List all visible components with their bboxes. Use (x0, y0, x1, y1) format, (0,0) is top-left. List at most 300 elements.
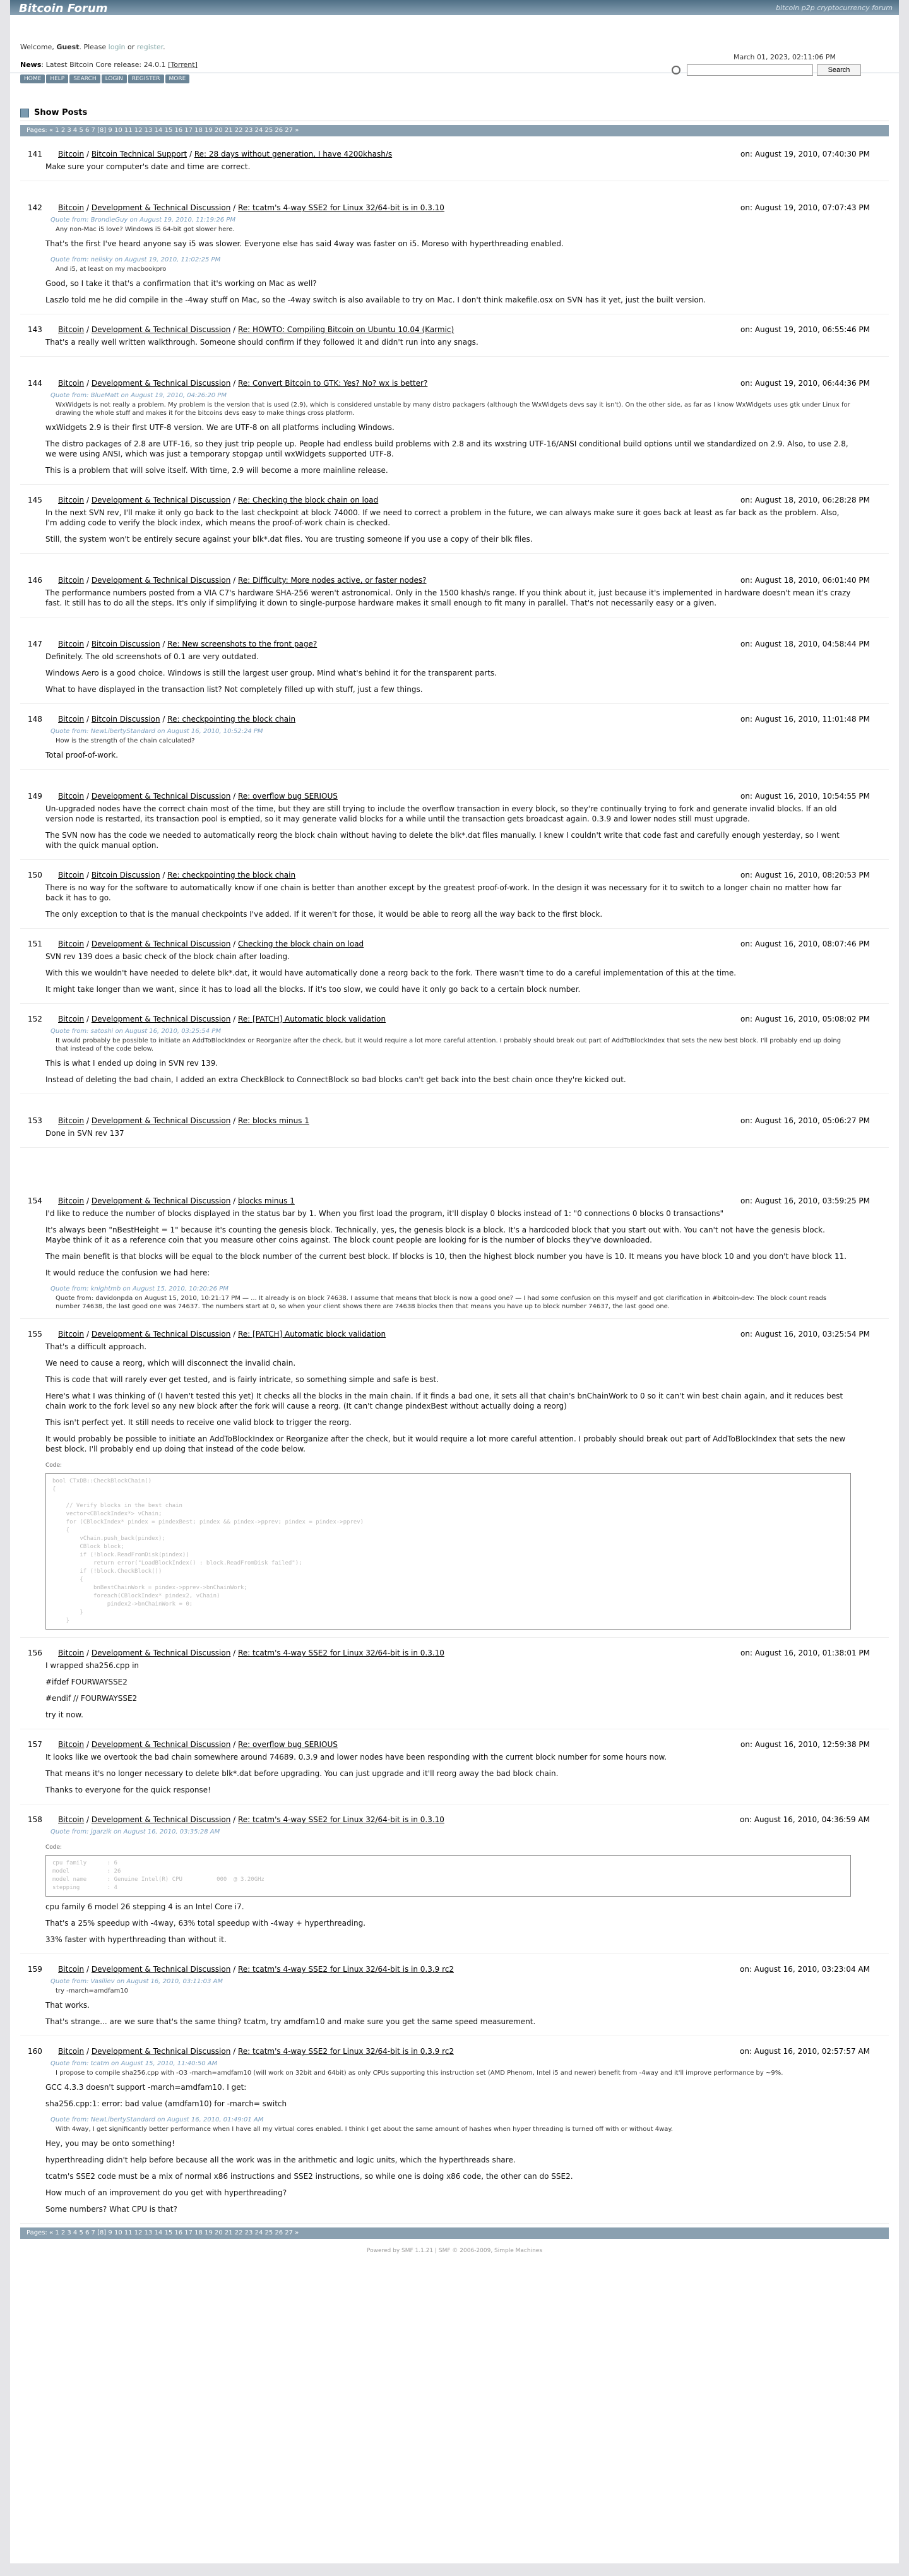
breadcrumb-separator: / (84, 792, 92, 801)
post-item (20, 787, 889, 860)
forum-wrapper (10, 0, 899, 2563)
post-header (20, 1329, 889, 1339)
post-item (20, 145, 889, 181)
post-body (20, 883, 889, 919)
breadcrumb-separator: / (230, 1015, 238, 1023)
topic-link[interactable]: Re: tcatm's 4-way SSE2 for Linux 32/64-bit is in 0.3.10 (238, 203, 444, 212)
post-breadcrumb (58, 715, 662, 724)
post-paragraph: That works. (45, 2001, 90, 2010)
post-number: 149 (28, 792, 42, 801)
quote-block (45, 1827, 851, 1837)
post-header (20, 939, 889, 949)
post-breadcrumb (58, 640, 662, 648)
subboard-link[interactable]: Bitcoin Technical Support (91, 150, 187, 158)
board-link[interactable]: Bitcoin (58, 1649, 85, 1657)
breadcrumb-separator: / (84, 939, 92, 948)
post-date: on: August 16, 2010, 03:25:54 PM (740, 1330, 870, 1339)
post-number: 141 (28, 150, 42, 158)
board-link[interactable]: Bitcoin (58, 2047, 85, 2056)
subboard-link[interactable]: Development & Technical Discussion (91, 1015, 231, 1023)
post-item (20, 374, 889, 485)
breadcrumb-separator: / (84, 715, 92, 724)
post-body (20, 652, 889, 695)
quote-text: I propose to compile sha256.cpp with -O3 -march=amdfam10 (will work on 32bit and 64bit) as only CPUs supporting this instruction set (AMD Phenom, Intel i5 and newer) benefit from -4way and it'll improve performance by ~9%. (56, 2070, 783, 2077)
post-breadcrumb (58, 1116, 662, 1125)
post-paragraph: The performance numbers posted from a VIA C7's hardware SHA-256 weren't astronomical. Only in the 1500 khash/s range. If you think about it, just because it's implemented in hardware doesn't mean it's crazy fast. It still has to do all the steps. It's only if simplifying it down to single-purpose hardware makes it small enough to fit many in parallel. That's not necessarily easy or a given. (45, 588, 851, 607)
topic-link[interactable]: blocks minus 1 (238, 1196, 295, 1205)
topic-link[interactable]: Re: New screenshots to the front page? (167, 640, 318, 648)
subboard-link[interactable]: Development & Technical Discussion (91, 1196, 231, 1205)
breadcrumb-separator: / (84, 496, 92, 504)
post-item (20, 321, 889, 357)
topic-link[interactable]: Re: tcatm's 4-way SSE2 for Linux 32/64-bit is in 0.3.10 (238, 1649, 444, 1657)
breadcrumb-separator: / (230, 576, 238, 585)
topic-link[interactable]: Re: checkpointing the block chain (167, 715, 296, 724)
topic-link[interactable]: Checking the block chain on load (238, 939, 364, 948)
board-link[interactable]: Bitcoin (58, 1330, 85, 1339)
post-paragraph: In the next SVN rev, I'll make it only go back to the last checkpoint at block 74000. If we need to correct a problem in the future, we can always make sure it goes back at least as far back as the problem. Also, I'm adding code to verify the block index, which means the proof-of-work chain is checked. (45, 508, 840, 527)
quote-text: WxWidgets is not really a problem. My problem is the version that is used (2.9), which is considered unstable by many distro packagers (although the WxWidgets devs say it isn't). On the other side, as far as I know WxWidgets uses gtk under Linux for drawing the whole stuff and makes it for the bitcoins devs easy to make things cross platform. (56, 402, 850, 417)
breadcrumb-separator: / (84, 1965, 92, 1974)
post-breadcrumb (58, 1740, 662, 1749)
post-paragraph: 33% faster with hyperthreading than without it. (45, 1935, 227, 1944)
subboard-link[interactable]: Development & Technical Discussion (91, 1815, 231, 1824)
subboard-link[interactable]: Development & Technical Discussion (91, 325, 231, 334)
subboard-link[interactable]: Development & Technical Discussion (91, 939, 231, 948)
quote-header[interactable]: Quote from: nelisky on August 19, 2010, 11:02:25 PM (50, 256, 221, 263)
post-body (20, 804, 889, 850)
post-body (20, 1752, 889, 1795)
post-date: on: August 18, 2010, 06:01:40 PM (740, 576, 870, 585)
post-paragraph: try it now. (45, 1710, 83, 1719)
breadcrumb-separator: / (230, 1815, 238, 1824)
post-paragraph: It looks like we overtook the bad chain somewhere around 74689. 0.3.9 and lower nodes have been responding with the current block number for some hours now. (45, 1753, 667, 1762)
quote-header[interactable]: Quote from: BlueMatt on August 19, 2010, 04:26:20 PM (50, 392, 227, 399)
pagination-bottom[interactable] (20, 2227, 889, 2239)
post-paragraph: This is a problem that will solve itself. With time, 2.9 will become a more mainline release. (45, 466, 388, 475)
post-item (20, 866, 889, 929)
quote-text: How is the strength of the chain calculated? (56, 737, 195, 744)
please-label: . Please (79, 43, 107, 51)
post-number: 153 (28, 1116, 42, 1125)
post-breadcrumb (58, 1196, 662, 1205)
post-item (20, 935, 889, 1004)
post-item (20, 1010, 889, 1094)
post-body (20, 215, 889, 305)
post-item (20, 1325, 889, 1638)
board-link[interactable]: Bitcoin (58, 576, 85, 585)
topic-link[interactable]: Re: [PATCH] Automatic block validation (238, 1330, 386, 1339)
breadcrumb-separator: / (84, 1649, 92, 1657)
post-body (20, 162, 889, 172)
code-block: bool CTxDB::CheckBlockChain() { // Verify blocks in the best chain vector<CBlockIndex*> vChain; for (CBlockIndex* pindex = pindexBest; pindex && pindex->pprev; pindex = pindex->pprev) { vChain.push_back(pindex); CBlock block; if (!block.ReadFromDisk(pindex)) return error("LoadBlockIndex() : block.ReadFromDisk failed"); if (!block.CheckBlock()) { bnBestChainWork = pindex->pprev->bnChainWork; foreach(CBlockIndex* pindex2, vChain) pindex2->bnChainWork = 0; } } (45, 1473, 851, 1630)
board-link[interactable]: Bitcoin (58, 203, 85, 212)
post-breadcrumb (58, 496, 662, 504)
post-breadcrumb (58, 792, 662, 801)
menu-login[interactable]: LOGIN (102, 75, 127, 83)
post-date: on: August 19, 2010, 06:44:36 PM (740, 379, 870, 388)
post-breadcrumb (58, 1649, 662, 1657)
post-paragraph: cpu family 6 model 26 stepping 4 is an Intel Core i7. (45, 1902, 244, 1911)
post-breadcrumb (58, 379, 662, 388)
subboard-link[interactable]: Bitcoin Discussion (91, 871, 160, 880)
breadcrumb-separator: / (84, 871, 92, 880)
quote-block (45, 255, 851, 273)
breadcrumb-separator: / (84, 2047, 92, 2056)
board-link[interactable]: Bitcoin (58, 150, 85, 158)
breadcrumb-separator: / (230, 792, 238, 801)
news-text: : Latest Bitcoin Core release: 24.0.1 (41, 61, 166, 69)
guest-label: Guest (56, 43, 80, 51)
post-header (20, 1014, 889, 1024)
menu-register[interactable]: REGISTER (128, 75, 164, 83)
breadcrumb-separator: / (84, 1015, 92, 1023)
board-link[interactable]: Bitcoin (58, 1015, 85, 1023)
post-number: 147 (28, 640, 42, 648)
code-label: Code: (45, 1462, 62, 1469)
post-header (20, 714, 889, 724)
post-breadcrumb (58, 203, 662, 212)
menu-help[interactable]: HELP (46, 75, 68, 83)
post-paragraph: wxWidgets 2.9 is their first UTF-8 version. We are UTF-8 on all platforms including Windows. (45, 423, 395, 432)
subboard-link[interactable]: Development & Technical Discussion (91, 1116, 231, 1125)
subboard-link[interactable]: Development & Technical Discussion (91, 2047, 231, 2056)
post-item (20, 1960, 889, 2036)
quote-block (45, 1977, 851, 1995)
post-breadcrumb (58, 2047, 662, 2056)
search-area (672, 64, 861, 76)
topic-link[interactable]: Re: 28 days without generation, I have 4200khash/s (194, 150, 393, 158)
post-breadcrumb (58, 325, 662, 334)
board-link[interactable]: Bitcoin (58, 1196, 85, 1205)
subboard-link[interactable]: Bitcoin Discussion (91, 715, 160, 724)
post-paragraph: Total proof-of-work. (45, 751, 119, 760)
topic-link[interactable]: Re: Checking the block chain on load (238, 496, 379, 504)
breadcrumb-separator: / (160, 871, 168, 880)
post-item (20, 491, 889, 554)
news-line (20, 61, 198, 69)
post-date: on: August 18, 2010, 06:28:28 PM (740, 496, 870, 504)
post-paragraph: hyperthreading didn't help before because all the work was in the arithmetic and logic units, which the hyperthreads share. (45, 2156, 516, 2164)
subboard-link[interactable]: Development & Technical Discussion (91, 1965, 231, 1974)
post-breadcrumb (58, 1965, 662, 1974)
post-paragraph: That's strange... are we sure that's the same thing? tcatm, try amdfam10 and make sure you get the same speed measurement. (45, 2017, 536, 2026)
post-breadcrumb (58, 1815, 662, 1824)
post-item (20, 635, 889, 704)
topic-link[interactable]: Re: tcatm's 4-way SSE2 for Linux 32/64-bit is in 0.3.9 rc2 (238, 1965, 454, 1974)
topic-link[interactable]: Re: overflow bug SERIOUS (238, 1740, 338, 1749)
quote-block (45, 391, 851, 417)
post-number: 143 (28, 325, 42, 334)
post-body (20, 2059, 889, 2214)
post-paragraph: Hey, you may be onto something! (45, 2139, 175, 2148)
post-paragraph: That's a 25% speedup with -4way, 63% total speedup with -4way + hyperthreading. (45, 1919, 366, 1928)
pages-label: Pages: (27, 127, 47, 134)
post-paragraph: I'd like to reduce the number of blocks displayed in the status bar by 1. When you first load the program, it'll display 0 blocks instead of 1: "0 connections 0 blocks 0 transactions" (45, 1209, 724, 1218)
post-number: 158 (28, 1815, 42, 1824)
post-date: on: August 16, 2010, 11:01:48 PM (740, 715, 870, 724)
quote-block (45, 2059, 851, 2077)
pages-links[interactable]: « 1 2 3 4 5 6 7 [8] 9 10 11 12 13 14 15 16 17 18 19 20 21 22 23 24 25 26 27 » (49, 127, 299, 134)
post-header (20, 1964, 889, 1974)
post-number: 142 (28, 203, 42, 212)
posts-icon (20, 109, 29, 117)
post-number: 159 (28, 1965, 42, 1974)
subboard-link[interactable]: Development & Technical Discussion (91, 1740, 231, 1749)
breadcrumb-separator: / (84, 1116, 92, 1125)
subboard-link[interactable]: Development & Technical Discussion (91, 1330, 231, 1339)
post-date: on: August 16, 2010, 01:38:01 PM (740, 1649, 870, 1657)
welcome-text: Welcome, Guest. Please login or register. (20, 43, 165, 51)
post-paragraph: Windows Aero is a good choice. Windows is still the largest user group. Mind what's behind it for the transparent parts. (45, 669, 497, 677)
post-breadcrumb (58, 150, 662, 158)
breadcrumb-separator: / (160, 715, 168, 724)
breadcrumb-separator: / (84, 640, 92, 648)
torrent-link[interactable]: [Torrent] (168, 61, 198, 69)
breadcrumb-separator: / (84, 576, 92, 585)
post-number: 160 (28, 2047, 42, 2056)
post-date: on: August 16, 2010, 12:59:38 PM (740, 1740, 870, 1749)
subboard-link[interactable]: Development & Technical Discussion (91, 1649, 231, 1657)
post-body (20, 508, 889, 544)
post-body (20, 727, 889, 760)
post-body (20, 1342, 889, 1630)
subboard-link[interactable]: Development & Technical Discussion (91, 496, 231, 504)
post-header (20, 870, 889, 880)
post-item (20, 710, 889, 770)
quote-header[interactable]: Quote from: knightmb on August 15, 2010, 10:20:26 PM (50, 1285, 229, 1292)
post-paragraph: This is what I ended up doing in SVN rev 139. (45, 1059, 218, 1068)
post-paragraph: Un-upgraded nodes have the correct chain most of the time, but they are still trying to include the overflow transaction in every block, so they're continually trying to fork and generate invalid blocks. If an old version node is restarted, its transaction pool is emptied, so it may generate valid blocks for a while until the transaction gets broadcast again. 0.3.9 and lower nodes still must upgrade. (45, 804, 837, 823)
board-link[interactable]: Bitcoin (58, 1740, 85, 1749)
code-block: cpu family : 6 model : 26 model name : Genuine Intel(R) CPU 000 @ 3.20GHz stepping : 4 (45, 1855, 851, 1897)
post-number: 151 (28, 939, 42, 948)
breadcrumb-separator: / (230, 939, 238, 948)
quote-header[interactable]: Quote from: jgarzik on August 16, 2010, 03:35:28 AM (50, 1828, 220, 1835)
board-link[interactable]: Bitcoin (58, 325, 85, 334)
subboard-link[interactable]: Bitcoin Discussion (91, 640, 160, 648)
breadcrumb-separator: / (230, 379, 238, 388)
subboard-link[interactable]: Development & Technical Discussion (91, 379, 231, 388)
breadcrumb-separator: / (84, 150, 92, 158)
quote-text: With 4way, I get significantly better performance when I have all my virtual cores enabled. I think I get about the same amount of hashes when hyper threading is turned off with or without 4way. (56, 2126, 674, 2133)
pages-label: Pages: (27, 2229, 47, 2236)
board-link[interactable]: Bitcoin (58, 1116, 85, 1125)
post-header (20, 149, 889, 159)
post-date: on: August 18, 2010, 04:58:44 PM (740, 640, 870, 648)
breadcrumb-separator: / (84, 1196, 92, 1205)
quote-block (45, 2115, 851, 2133)
breadcrumb-separator: / (84, 325, 92, 334)
menu-search[interactable]: SEARCH (69, 75, 100, 83)
post-paragraph: Good, so I take it that's a confirmation that it's working on Mac as well? (45, 279, 317, 288)
board-link[interactable]: Bitcoin (58, 1815, 85, 1824)
breadcrumb-separator: / (230, 1330, 238, 1339)
post-breadcrumb (58, 576, 662, 585)
post-date: on: August 16, 2010, 04:36:59 AM (740, 1815, 870, 1824)
post-paragraph: Thanks to everyone for the quick response! (45, 1786, 211, 1794)
post-header (20, 1196, 889, 1206)
post-number: 155 (28, 1330, 42, 1339)
breadcrumb-separator: / (187, 150, 194, 158)
breadcrumb-separator: / (230, 1740, 238, 1749)
board-link[interactable]: Bitcoin (58, 715, 85, 724)
post-paragraph: It would probably be possible to initiate an AddToBlockIndex or Reorganize after the check, but it would require a lot more careful attention. I probably should break out part of AddToBlockIndex that sets the new best block. I'll probably end up doing that instead of the code below. (45, 1434, 846, 1453)
search-input[interactable] (687, 64, 813, 76)
breadcrumb-separator: / (230, 325, 238, 334)
breadcrumb-separator: / (230, 2047, 238, 2056)
breadcrumb-separator: / (230, 1196, 238, 1205)
post-body (20, 1128, 889, 1138)
post-item (20, 2042, 889, 2224)
quote-block (45, 1027, 851, 1053)
quote-header[interactable]: Quote from: Vasiliev on August 16, 2010, 03:11:03 AM (50, 1978, 223, 1985)
post-date: on: August 19, 2010, 07:40:30 PM (740, 150, 870, 158)
topic-link[interactable]: Re: overflow bug SERIOUS (238, 792, 338, 801)
post-paragraph: This isn't perfect yet. It still needs to receive one valid block to trigger the reorg. (45, 1418, 352, 1427)
code-label: Code: (45, 1844, 62, 1851)
post-number: 157 (28, 1740, 42, 1749)
footer: Powered by SMF 1.1.21 | SMF © 2006-2009, Simple Machines (366, 2248, 543, 2254)
quote-header[interactable]: Quote from: NewLibertyStandard on August 16, 2010, 10:52:24 PM (50, 728, 263, 735)
subboard-link[interactable]: Development & Technical Discussion (91, 576, 231, 585)
breadcrumb-separator: / (84, 1815, 92, 1824)
pagination-top[interactable] (20, 125, 889, 136)
current-datetime: March 01, 2023, 02:11:06 PM (733, 53, 836, 61)
topic-link[interactable]: Re: Convert Bitcoin to GTK: Yes? No? wx is better? (238, 379, 428, 388)
welcome-label: Welcome, (20, 43, 54, 51)
board-link[interactable]: Bitcoin (58, 640, 85, 648)
topic-link[interactable]: Re: HOWTO: Compiling Bitcoin on Ubuntu 10.04 (Karmic) (238, 325, 454, 334)
post-header (20, 378, 889, 388)
breadcrumb-separator: / (84, 379, 92, 388)
post-number: 145 (28, 496, 42, 504)
post-date: on: August 16, 2010, 08:07:46 PM (740, 939, 870, 948)
post-date: on: August 19, 2010, 07:07:43 PM (740, 203, 870, 212)
board-link[interactable]: Bitcoin (58, 871, 85, 880)
post-item (20, 571, 889, 617)
post-item (20, 199, 889, 314)
topic-link[interactable]: Re: Difficulty: More nodes active, or faster nodes? (238, 576, 427, 585)
post-paragraph: What to have displayed in the transaction list? Not completely filled up with stuff, just a few things. (45, 685, 423, 694)
board-link[interactable]: Bitcoin (58, 792, 85, 801)
breadcrumb-separator: / (84, 203, 92, 212)
forum-tagline: bitcoin p2p cryptocurrency forum (776, 4, 893, 12)
post-header (20, 1116, 889, 1126)
post-body (20, 1208, 889, 1311)
forum-title[interactable]: Bitcoin Forum (19, 2, 108, 15)
breadcrumb-separator: / (230, 1116, 238, 1125)
post-paragraph: Still, the system won't be entirely secure against your blk*.dat files. You are trusting someone if you use a copy of their blk files. (45, 535, 533, 544)
quote-header[interactable]: Quote from: satoshi on August 16, 2010, 03:25:54 PM (50, 1028, 221, 1035)
post-item (20, 1811, 889, 1954)
topic-link[interactable]: Re: checkpointing the block chain (167, 871, 296, 880)
post-body (20, 1827, 889, 1945)
topic-link[interactable]: Re: tcatm's 4-way SSE2 for Linux 32/64-bit is in 0.3.10 (238, 1815, 444, 1824)
post-number: 148 (28, 715, 42, 724)
post-body (20, 337, 889, 347)
post-number: 144 (28, 379, 42, 388)
post-body (20, 1661, 889, 1720)
post-item (20, 1192, 889, 1319)
post-breadcrumb (58, 871, 662, 880)
show-posts-title: Show Posts (34, 108, 88, 117)
post-number: 154 (28, 1196, 42, 1205)
post-paragraph: Definitely. The old screenshots of 0.1 are very outdated. (45, 652, 259, 661)
topic-link[interactable]: Re: blocks minus 1 (238, 1116, 309, 1125)
search-button[interactable]: Search (817, 64, 861, 76)
menu-home[interactable]: HOME (20, 75, 45, 83)
post-header (20, 203, 889, 213)
post-date: on: August 16, 2010, 05:06:27 PM (740, 1116, 870, 1125)
post-paragraph: That's a really well written walkthrough. Someone should confirm if they followed it and didn't run into any snags. (45, 338, 478, 347)
breadcrumb-separator: / (160, 640, 168, 648)
pages-links[interactable]: « 1 2 3 4 5 6 7 [8] 9 10 11 12 13 14 15 16 17 18 19 20 21 22 23 24 25 26 27 » (49, 2229, 299, 2236)
breadcrumb-separator: / (84, 1740, 92, 1749)
menu-more[interactable]: MORE (165, 75, 190, 83)
post-breadcrumb (58, 939, 662, 948)
board-link[interactable]: Bitcoin (58, 496, 85, 504)
topic-link[interactable]: Re: tcatm's 4-way SSE2 for Linux 32/64-bit is in 0.3.9 rc2 (238, 2047, 454, 2056)
quote-header[interactable]: Quote from: BrondieGuy on August 19, 2010, 11:19:26 PM (50, 217, 235, 224)
quote-block (45, 1284, 851, 1311)
post-date: on: August 16, 2010, 05:08:02 PM (740, 1015, 870, 1023)
board-link[interactable]: Bitcoin (58, 939, 85, 948)
post-paragraph: sha256.cpp:1: error: bad value (amdfam10) for -march= switch (45, 2099, 287, 2108)
board-link[interactable]: Bitcoin (58, 379, 85, 388)
post-item (20, 1736, 889, 1804)
board-link[interactable]: Bitcoin (58, 1965, 85, 1974)
post-paragraph: #ifdef FOURWAYSSE2 (45, 1678, 128, 1686)
post-date: on: August 16, 2010, 02:57:57 AM (740, 2047, 870, 2056)
quote-text: Any non-Mac i5 love? Windows i5 64-bit got slower here. (56, 226, 235, 233)
breadcrumb-separator: / (230, 203, 238, 212)
quote-block (45, 727, 851, 745)
post-header (20, 1815, 889, 1825)
post-date: on: August 16, 2010, 03:23:04 AM (740, 1965, 870, 1974)
quote-header[interactable]: Quote from: NewLibertyStandard on August 16, 2010, 01:49:01 AM (50, 2116, 264, 2123)
post-paragraph: Some numbers? What CPU is that? (45, 2205, 177, 2214)
post-header (20, 791, 889, 801)
post-item (20, 1112, 889, 1148)
post-paragraph: SVN rev 139 does a basic check of the block chain after loading. (45, 952, 290, 961)
post-body (20, 951, 889, 994)
post-item (20, 1644, 889, 1729)
post-header (20, 495, 889, 505)
post-paragraph: We need to cause a reorg, which will disconnect the invalid chain. (45, 1359, 296, 1368)
post-paragraph: That's the first I've heard anyone say i5 was slower. Everyone else has said 4way was faster on i5. Moreso with hyperthreading enabled. (45, 239, 564, 248)
post-date: on: August 19, 2010, 06:55:46 PM (740, 325, 870, 334)
quote-text: Quote from: davidonpda on August 15, 2010, 10:21:17 PM — ... It already is on block 74638. I assume that means that block is now a good one? — I had some confusion on this myself and got clarification in #bitcoin-dev: The block count reads number 74638, the last good one was 74637. The numbers start at 0, so when your client shows there are 74638 blocks then that means you have up to block number 74637, the last good one. (56, 1295, 827, 1310)
post-paragraph: tcatm's SSE2 code must be a mix of normal x86 instructions and SSE2 instructions, so while one is doing x86 code, the other can do SSE2. (45, 2172, 573, 2181)
posts-list (20, 145, 889, 2224)
topic-link[interactable]: Re: [PATCH] Automatic block validation (238, 1015, 386, 1023)
post-paragraph: Done in SVN rev 137 (45, 1129, 124, 1138)
post-paragraph: How much of an improvement do you get with hyperthreading? (45, 2188, 287, 2197)
quote-text: And i5, at least on my macbookpro (56, 266, 167, 273)
subboard-link[interactable]: Development & Technical Discussion (91, 792, 231, 801)
subboard-link[interactable]: Development & Technical Discussion (91, 203, 231, 212)
quote-header[interactable]: Quote from: tcatm on August 15, 2010, 11:40:50 AM (50, 2060, 218, 2067)
login-link[interactable]: login (108, 43, 126, 51)
post-breadcrumb (58, 1330, 662, 1339)
post-paragraph: It's always been "nBestHeight = 1" because it's counting the genesis block. Technically, yes, the genesis block is a block. It's a hardcoded block that you start out with. You can't not have the genesis block. Maybe think of it as a reference coin that you measure other coins against. The block count people are looking for is the number of blocks they've downloaded. (45, 1225, 825, 1244)
post-header (20, 325, 889, 335)
post-paragraph: The distro packages of 2.8 are UTF-16, so they just trip people up. People had endless build problems with 2.8 and its wxstring UTF-16/ANSI conditional build options until we standardized on 2.9. Also, to use 2.8, we were using ANSI, which was just a temporary stopgap until wxWidgets supported UTF-8. (45, 439, 848, 458)
show-posts-header (20, 105, 889, 121)
register-link[interactable]: register (136, 43, 163, 51)
post-body (20, 1977, 889, 2027)
